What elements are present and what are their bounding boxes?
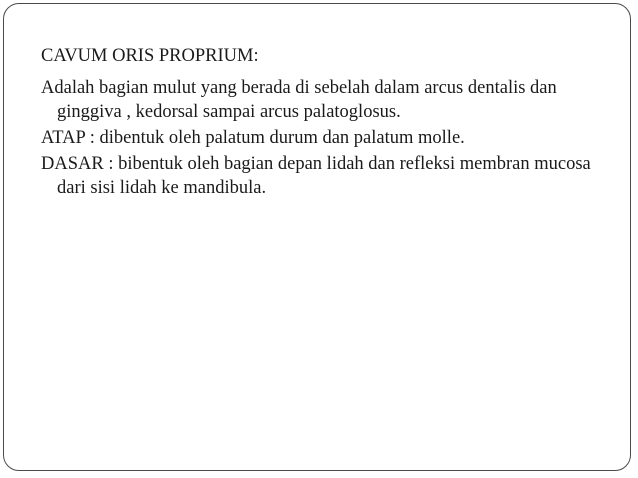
slide-frame [3,3,631,471]
slide-heading: CAVUM ORIS PROPRIUM: [41,46,259,66]
paragraph-floor: DASAR : bibentuk oleh bagian depan lidah dan refleksi membran mucosa dari sisi lidah ke mandibula. [41,154,591,198]
paragraph-definition: Adalah bagian mulut yang berada di sebelah dalam arcus dentalis dan ginggiva , kedorsal sampai arcus palatoglosus. [41,78,557,122]
paragraph-roof: ATAP : dibentuk oleh palatum durum dan palatum molle. [41,128,465,148]
slide-content [41,44,601,202]
